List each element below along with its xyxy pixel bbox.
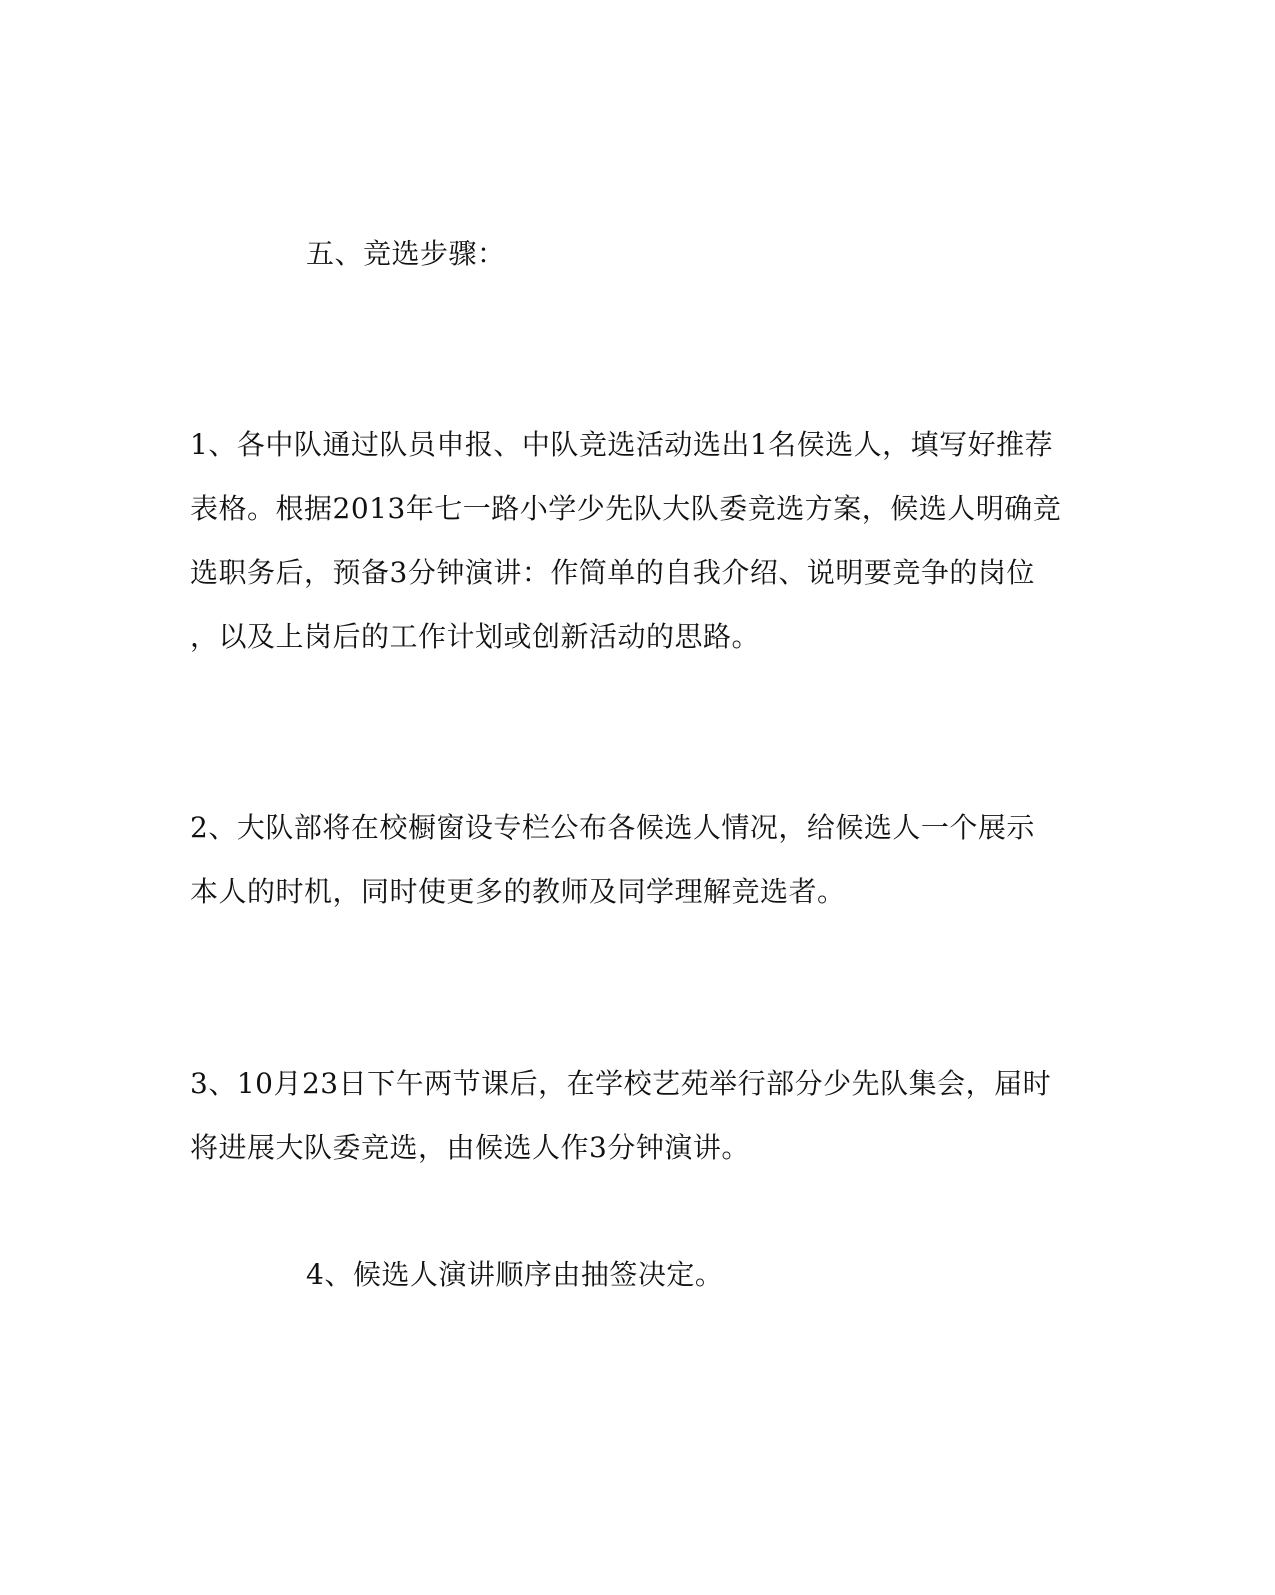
paragraph-line: ，以及上岗后的工作计划或创新活动的思路。 [190,620,761,653]
section-heading: 五、竞选步骤： [306,237,506,270]
paragraph-line: 将进展大队委竞选，由候选人作3分钟演讲。 [190,1131,750,1164]
paragraph-line: 本人的时机，同时使更多的教师及同学理解竞选者。 [190,875,846,908]
paragraph-line: 4、候选人演讲顺序由抽签决定。 [306,1258,724,1291]
paragraph-line: 表格。根据2013年七一路小学少先队大队委竞选方案，候选人明确竞 [190,492,1062,525]
paragraph-line: 2、大队部将在校橱窗设专栏公布各候选人情况，给候选人一个展示 [190,811,1035,844]
paragraph-line: 1、各中队通过队员申报、中队竞选活动选出1名侯选人，填写好推荐 [190,428,1054,461]
paragraph-line: 选职务后，预备3分钟演讲：作简单的自我介绍、说明要竞争的岗位 [190,556,1035,589]
paragraph-line: 3、10月23日下午两节课后，在学校艺苑举行部分少先队集会，届时 [190,1067,1052,1100]
